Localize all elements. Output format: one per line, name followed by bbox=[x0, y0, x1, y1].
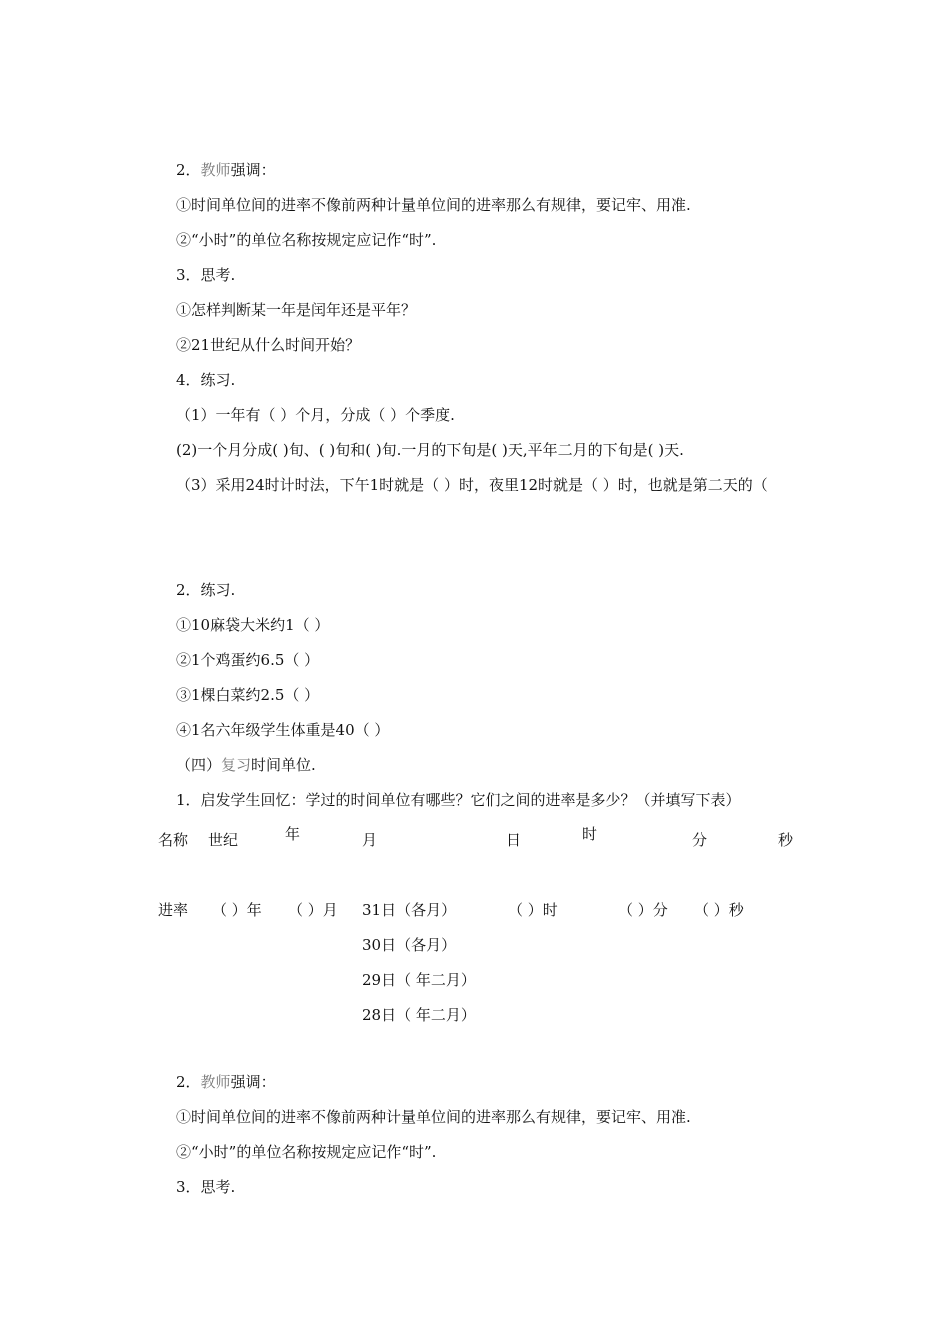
practice-heading-2: 2．练习. bbox=[176, 581, 236, 599]
weight-question-1: ①10麻袋大米约1（ ） bbox=[176, 616, 330, 634]
think-heading: 3．思考. bbox=[176, 266, 236, 284]
think-question-2: ②21世纪从什么时间开始？ bbox=[176, 336, 361, 354]
unit-month: 月 bbox=[362, 831, 378, 849]
teacher-emphasis-heading: 2．教师强调： bbox=[176, 161, 276, 179]
table-name-label: 名称 bbox=[158, 831, 189, 849]
unit-century: 世纪 bbox=[208, 831, 239, 849]
rate-hour-minute: （ ）分 bbox=[618, 901, 668, 919]
unit-hour: 时 bbox=[582, 825, 598, 843]
rate-day-hour: （ ）时 bbox=[508, 901, 558, 919]
weight-question-3: ③1棵白菜约2.5（ ） bbox=[176, 686, 320, 704]
emphasis-note-1: ①时间单位间的进率不像前两种计量单位间的进率那么有规律，要记牢、用准. bbox=[176, 196, 691, 214]
weight-question-4: ④1名六年级学生体重是40（ ） bbox=[176, 721, 390, 739]
rate-minute-second: （ ）秒 bbox=[694, 901, 744, 919]
unit-day: 日 bbox=[506, 831, 522, 849]
think-heading-2: 3．思考. bbox=[176, 1178, 236, 1196]
rate-month-day-30: 30日（各月） bbox=[362, 936, 457, 954]
emphasis-note-1b: ①时间单位间的进率不像前两种计量单位间的进率那么有规律，要记牢、用准. bbox=[176, 1108, 691, 1126]
rate-century-year: （ ）年 bbox=[212, 901, 262, 919]
rate-year-month: （ ）月 bbox=[288, 901, 338, 919]
rate-month-day-28: 28日（ 年二月） bbox=[362, 1006, 476, 1024]
practice-item-1: （1）一年有（ ）个月，分成（ ）个季度. bbox=[176, 406, 455, 424]
rate-month-day-29: 29日（ 年二月） bbox=[362, 971, 476, 989]
unit-year: 年 bbox=[285, 825, 301, 843]
unit-second: 秒 bbox=[778, 831, 794, 849]
rate-month-day: 31日（各月） bbox=[362, 901, 457, 919]
think-question-1: ①怎样判断某一年是闰年还是平年？ bbox=[176, 301, 417, 319]
practice-item-3: （3）采用24时计时法，下午1时就是（ ）时，夜里12时就是（ ）时，也就是第二天的（ bbox=[176, 476, 768, 494]
review-heading: （四）复习时间单位. bbox=[176, 756, 316, 774]
emphasis-note-2: ②“小时”的单位名称按规定应记作“时”. bbox=[176, 231, 437, 249]
emphasis-note-2b: ②“小时”的单位名称按规定应记作“时”. bbox=[176, 1143, 437, 1161]
practice-heading: 4．练习. bbox=[176, 371, 236, 389]
teacher-emphasis-heading-2: 2．教师强调： bbox=[176, 1073, 276, 1091]
unit-minute: 分 bbox=[692, 831, 708, 849]
weight-question-2: ②1个鸡蛋约6.5（ ） bbox=[176, 651, 320, 669]
table-rate-label: 进率 bbox=[158, 901, 189, 919]
recall-prompt: 1．启发学生回忆：学过的时间单位有哪些？它们之间的进率是多少？（并填写下表） bbox=[176, 791, 741, 809]
practice-item-2: (2)一个月分成( )旬、( )旬和( )旬.一月的下旬是( )天,平年二月的下旬是( )天. bbox=[176, 441, 684, 459]
